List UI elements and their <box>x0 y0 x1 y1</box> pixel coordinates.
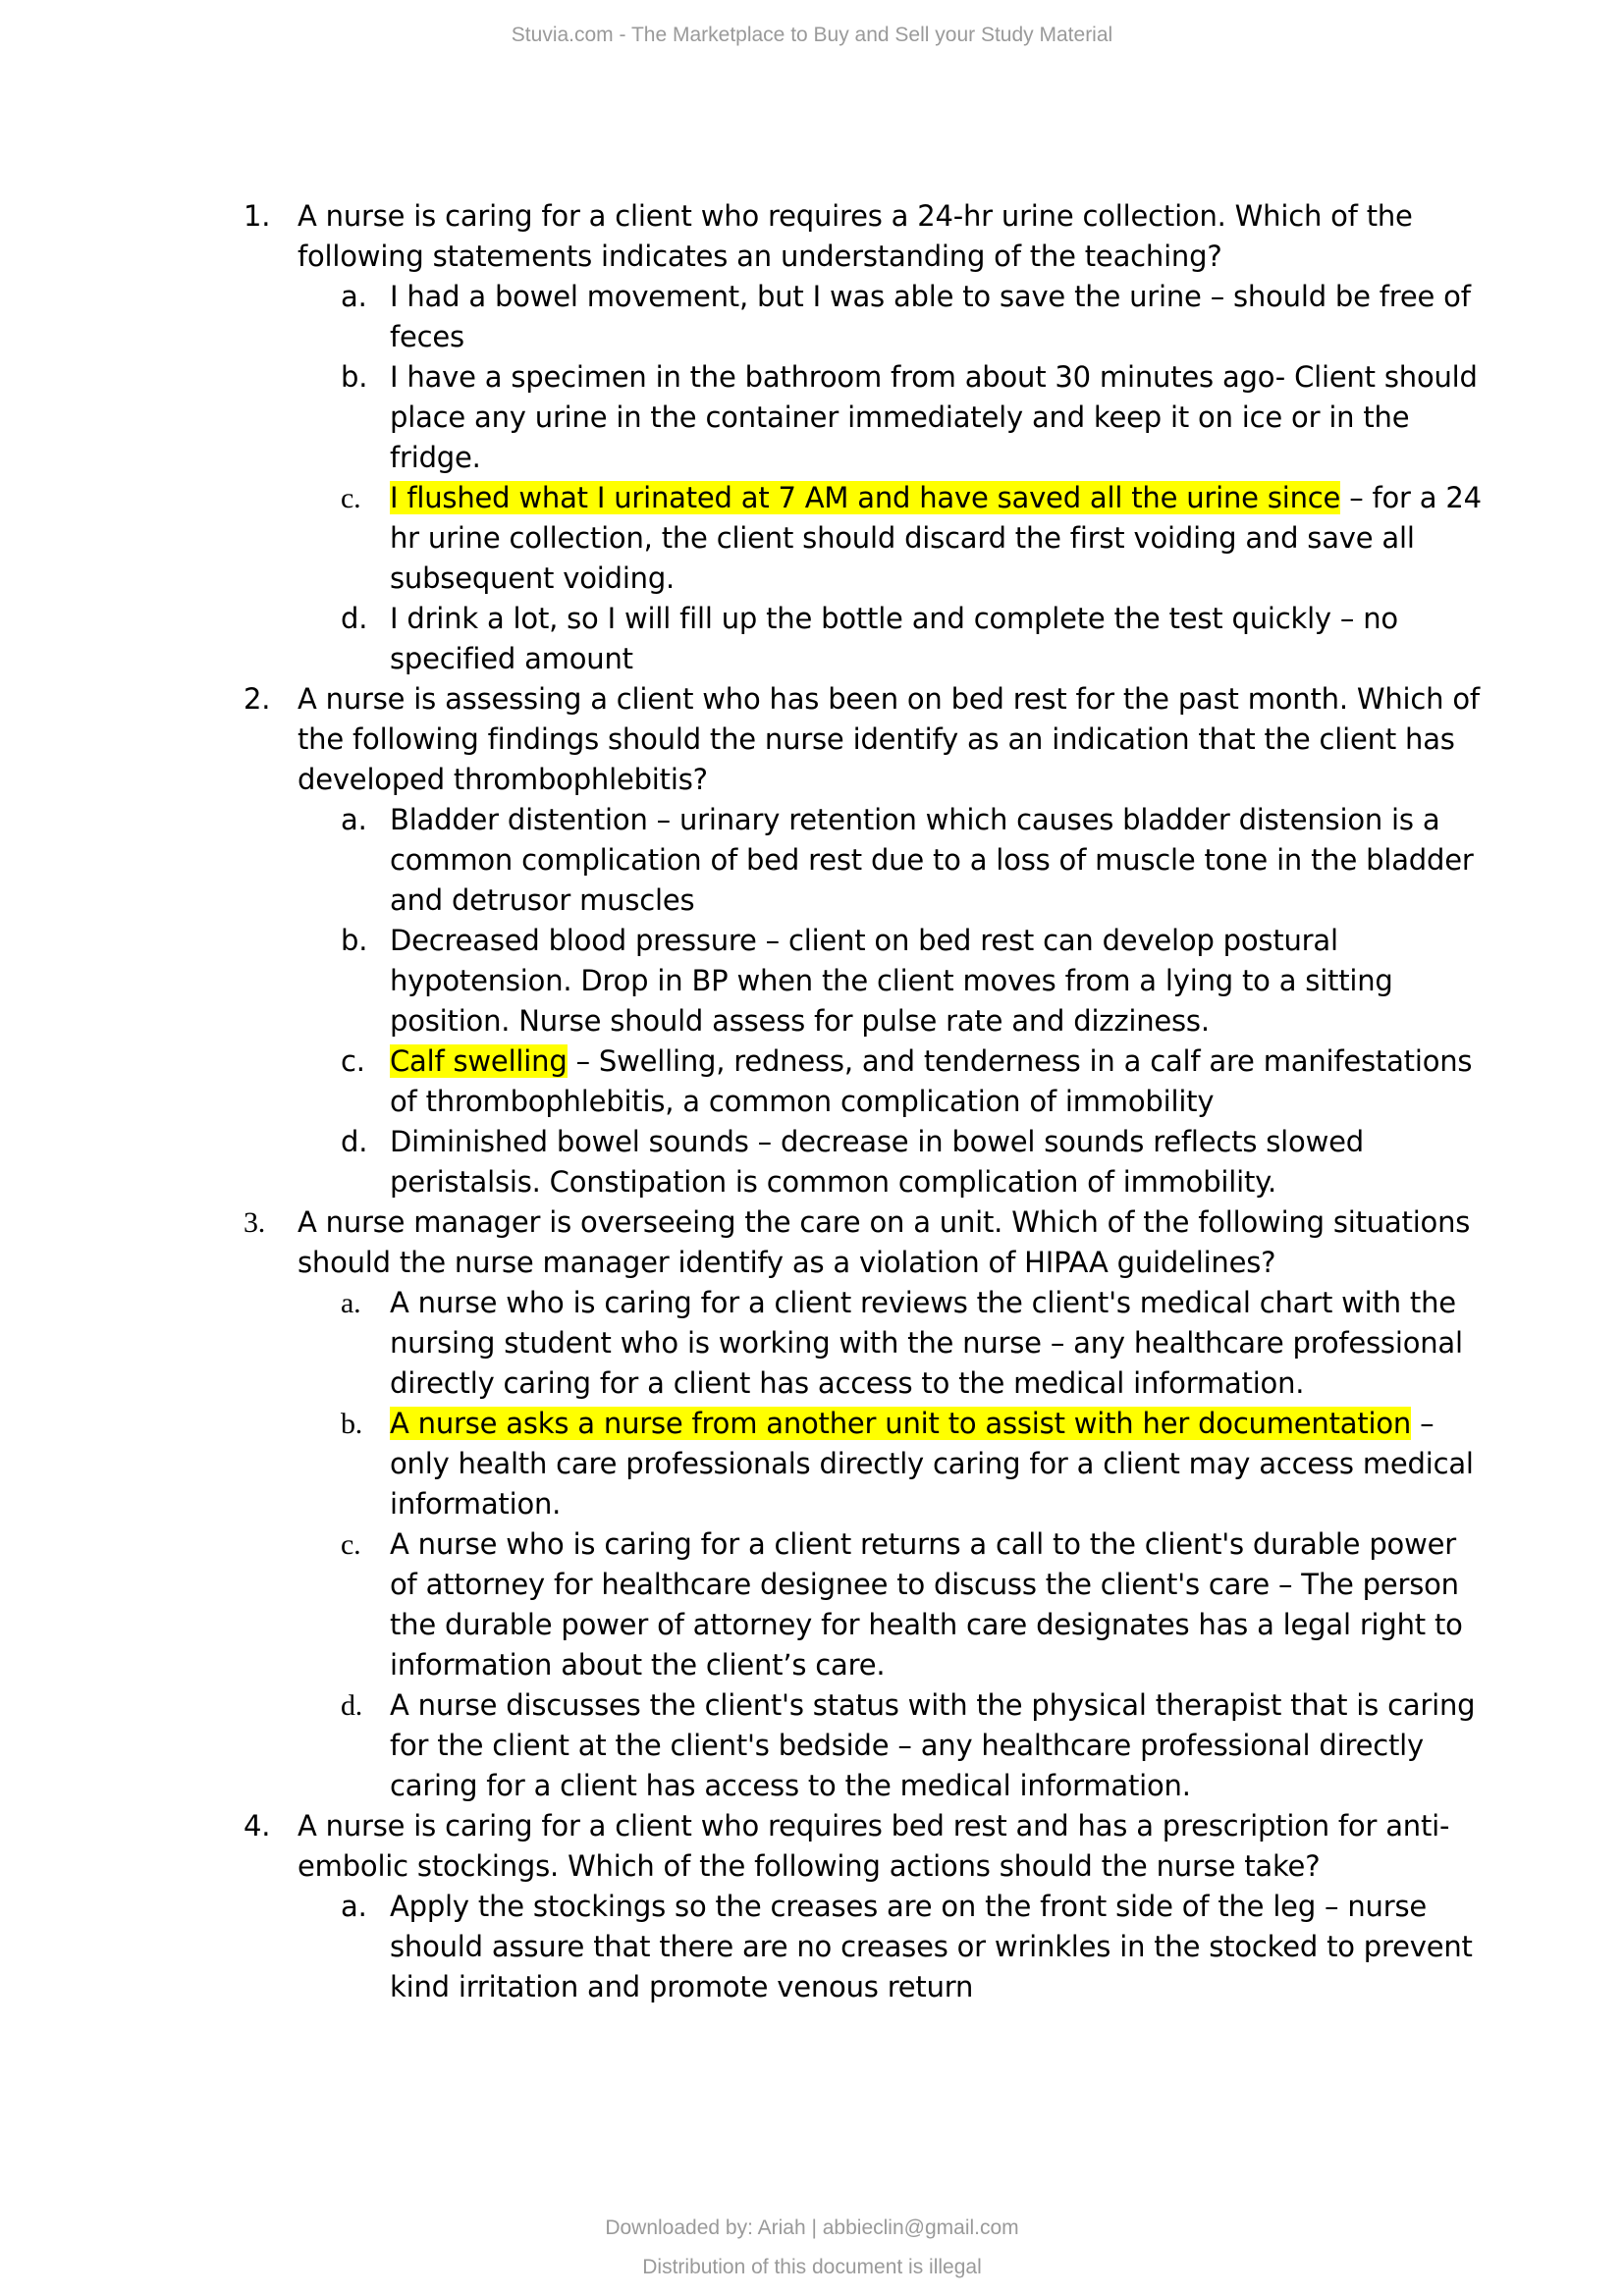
highlighted-answer: A nurse asks a nurse from another unit to assist with her documentation <box>390 1407 1412 1440</box>
option-2d <box>244 1122 1490 1202</box>
option-text: A nurse who is caring for a client reviews the client's medical chart with the nursing student who is working with the nurse – any healthcare professional directly caring for a client has access to the medical information. <box>390 1286 1463 1400</box>
question-2-options <box>244 800 1490 1202</box>
highlighted-answer: I flushed what I urinated at 7 AM and have saved all the urine since <box>390 481 1341 514</box>
question-text: A nurse is caring for a client who requires bed rest and has a prescription for anti-embolic stockings. Which of the following actions should the nurse take? <box>298 1809 1450 1883</box>
option-2a <box>244 800 1490 921</box>
question-4 <box>244 1806 1490 1887</box>
option-letter: c. <box>341 1044 365 1078</box>
question-3-options <box>244 1283 1490 1806</box>
option-text: – only health care professionals directly caring for a client may access medical information. <box>390 1407 1474 1521</box>
option-letter: c. <box>341 482 361 514</box>
option-letter: d. <box>341 1125 368 1158</box>
option-letter: a. <box>341 1287 361 1319</box>
question-2 <box>244 679 1490 800</box>
option-text: – for a 24 hr urine collection, the client should discard the first voiding and save all subsequent voiding. <box>390 481 1482 595</box>
option-text: A nurse discusses the client's status with the physical therapist that is caring for the client at the client's bedside – any healthcare professional directly caring for a client has access to the medical information. <box>390 1688 1476 1802</box>
question-number: 3. <box>244 1206 266 1239</box>
page-header: Stuvia.com - The Marketplace to Buy and Sell your Study Material <box>511 24 1113 46</box>
question-1-options <box>244 277 1490 679</box>
option-letter: a. <box>341 1890 367 1923</box>
question-4-options <box>244 1887 1490 2007</box>
option-1b <box>244 357 1490 478</box>
option-text: I have a specimen in the bathroom from about 30 minutes ago- Client should place any urine in the container immediately and keep it on ice or in the fridge. <box>390 360 1478 474</box>
option-letter: d. <box>341 1689 363 1722</box>
question-number: 4. <box>244 1809 271 1842</box>
option-text: Apply the stockings so the creases are on the front side of the leg – nurse should assure that there are no creases or wrinkles in the stocked to prevent kind irritation and promote venous return <box>390 1890 1473 2003</box>
question-number: 2. <box>244 682 271 716</box>
question-text: A nurse manager is overseeing the care on a unit. Which of the following situations should the nurse manager identify as a violation of HIPAA guidelines? <box>298 1205 1471 1279</box>
option-text: – Swelling, redness, and tenderness in a calf are manifestations of thrombophlebitis, a common complication of immobility <box>390 1044 1473 1118</box>
footer-downloaded-by: Downloaded by: Ariah | abbieclin@gmail.com <box>605 2216 1019 2239</box>
option-text: I had a bowel movement, but I was able to save the urine – should be free of feces <box>390 280 1471 353</box>
option-letter: a. <box>341 803 367 836</box>
option-3a <box>244 1283 1490 1404</box>
option-text: I drink a lot, so I will fill up the bottle and complete the test quickly – no specified amount <box>390 602 1398 675</box>
option-2b <box>244 921 1490 1041</box>
option-1c <box>244 478 1490 599</box>
question-text: A nurse is caring for a client who requires a 24-hr urine collection. Which of the following statements indicates an understanding of the teaching? <box>298 199 1413 273</box>
option-text: Decreased blood pressure – client on bed rest can develop postural hypotension. Drop in BP when the client moves from a lying to a sitting position. Nurse should assess for pulse rate and dizziness. <box>390 924 1393 1038</box>
document-body <box>244 196 1490 2007</box>
option-letter: a. <box>341 280 367 313</box>
option-letter: b. <box>341 924 368 957</box>
question-3 <box>244 1202 1490 1283</box>
option-letter: d. <box>341 602 368 635</box>
question-number: 1. <box>244 199 271 233</box>
option-letter: b. <box>341 1408 363 1440</box>
option-3b <box>244 1404 1490 1524</box>
option-3c <box>244 1524 1490 1685</box>
question-text: A nurse is assessing a client who has been on bed rest for the past month. Which of the following findings should the nurse identify as an indication that the client has developed thrombophlebitis? <box>298 682 1480 796</box>
option-1d <box>244 599 1490 679</box>
option-3d <box>244 1685 1490 1806</box>
option-text: A nurse who is caring for a client returns a call to the client's durable power of attorney for healthcare designee to discuss the client's care – The person the durable power of attorney for health care designates has a legal right to information about the client’s care. <box>390 1527 1463 1682</box>
option-1a <box>244 277 1490 357</box>
footer-distribution-notice: Distribution of this document is illegal <box>642 2256 982 2278</box>
option-letter: b. <box>341 360 368 394</box>
option-letter: c. <box>341 1528 361 1561</box>
option-4a <box>244 1887 1490 2007</box>
option-text: Diminished bowel sounds – decrease in bowel sounds reflects slowed peristalsis. Constipation is common complication of immobility. <box>390 1125 1364 1199</box>
highlighted-answer: Calf swelling <box>390 1044 568 1078</box>
question-1 <box>244 196 1490 277</box>
option-text: Bladder distention – urinary retention which causes bladder distension is a common complication of bed rest due to a loss of muscle tone in the bladder and detrusor muscles <box>390 803 1474 917</box>
option-2c <box>244 1041 1490 1122</box>
